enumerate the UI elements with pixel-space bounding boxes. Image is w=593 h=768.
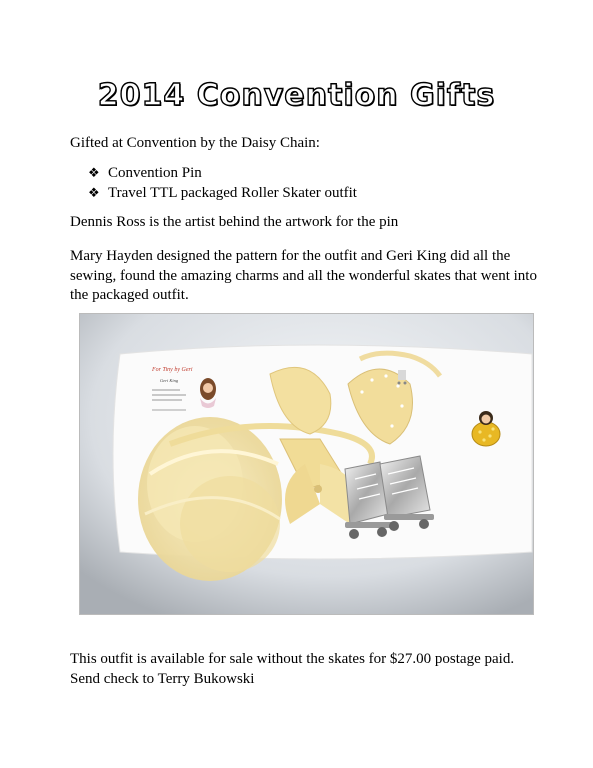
diamond-flower-icon: ❖	[88, 165, 100, 180]
diamond-flower-icon: ❖	[88, 185, 100, 200]
card-brand-text: For Tiny by Geri	[152, 367, 193, 373]
design-note: Mary Hayden designed the pattern for the outfit and Geri King did all the sewing, found the amazing charms and all the wonderful skates that went into the packaged outfit.	[70, 248, 537, 303]
silver-skates	[345, 456, 434, 539]
list-item-label: Travel TTL packaged Roller Skater outfit	[108, 185, 357, 201]
sale-note: This outfit is available for sale without the skates for $27.00 postage paid. Send check to Terry Bukowski	[70, 651, 515, 687]
tulle-skirt	[138, 417, 282, 581]
outfit-photo-illustration	[80, 314, 533, 614]
intro-text: Gifted at Convention by the Daisy Chain:	[70, 135, 320, 151]
gift-list	[88, 163, 357, 203]
outfit-photo	[79, 313, 534, 615]
page-title: 2014 Convention Gifts	[97, 78, 496, 113]
list-item	[88, 183, 357, 203]
card-name-text: Geri King	[160, 378, 179, 383]
list-item	[88, 163, 357, 183]
list-item-label: Convention Pin	[108, 165, 202, 181]
artist-note: Dennis Ross is the artist behind the artwork for the pin	[70, 214, 399, 230]
